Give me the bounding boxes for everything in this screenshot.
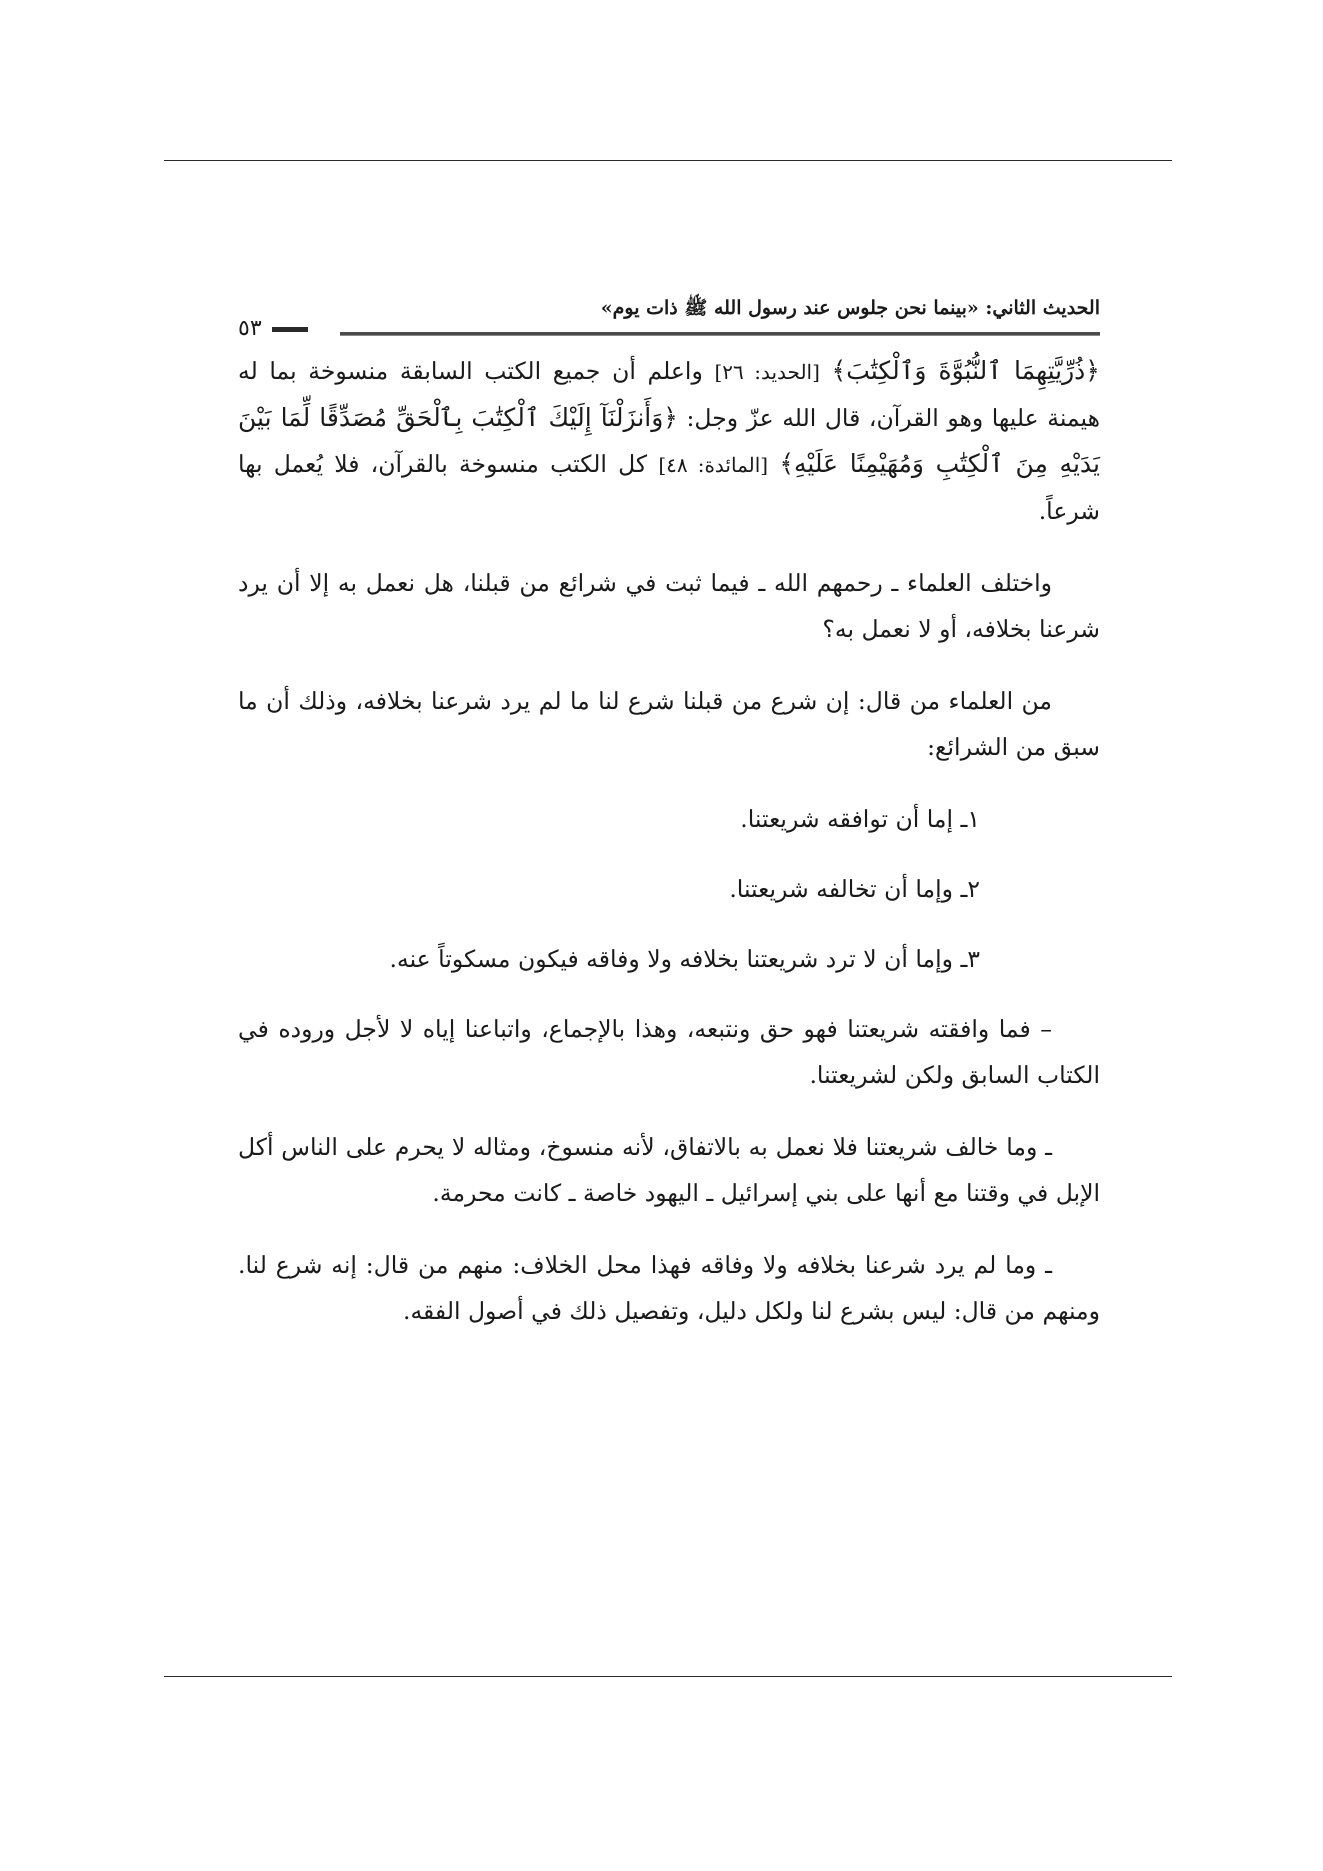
list-item-3: ٣ـ وإما أن لا ترد شريعتنا بخلافه ولا وفاقه فيكون مسكوتاً عنه. [389,945,980,973]
paragraph-5: ـ وما خالف شريعتنا فلا نعمل به بالاتفاق، لأنه منسوخ، ومثاله لا يحرم على الناس أكل الإبل في وقتنا مع أنها على بني إسرائيل ـ اليهود خاصة ـ كانت محرمة. [238,1133,1100,1207]
verse-reference-maidah: [المائدة: ٤٨] [658,453,769,477]
page-body [238,290,1100,1360]
running-header [238,290,1100,348]
paragraph-6: ـ وما لم يرد شرعنا بخلافه ولا وفاقه فهذا محل الخلاف: منهم من قال: إنه شرع لنا. ومنهم من قال: ليس بشرع لنا ولكل دليل، وتفصيل ذلك في أصول الفقه. [238,1251,1100,1325]
body-text [238,348,1100,1334]
quran-verse-maidah: ﴿وَأَنزَلْنَآ إِلَيْكَ ٱلْكِتَٰبَ بِٱلْحَقِّ مُصَدِّقًا لِّمَا بَيْنَ يَدَيْهِ مِنَ ٱلْكِتَٰبِ وَمُهَيْمِنًا عَلَيْهِ﴾ [238,403,1100,478]
page-number-bar [272,327,308,332]
paragraph-1-text-b: كل الكتب منسوخة بالقرآن، فلا يُعمل بها شرعاً. [238,450,1100,525]
paragraph-3: من العلماء من قال: إن شرع من قبلنا شرع لنا ما لم يرد شرعنا بخلافه، وذلك أن ما سبق من الشرائع: [238,687,1100,761]
running-title: الحديث الثاني: «بينما نحن جلوس عند رسول الله ﷺ ذات يوم» [600,297,1100,319]
paragraph-1 [238,348,1100,534]
paragraph-2: واختلف العلماء ـ رحمهم الله ـ فيما ثبت في شرائع من قبلنا، هل نعمل به إلا أن يرد شرعنا بخلافه، أو لا نعمل به؟ [238,569,1100,643]
verse-reference-hadid: [الحديد: ٢٦] [714,360,820,384]
paragraph-1-text-a: واعلم أن جميع الكتب السابقة منسوخة بما له هيمنة عليها وهو القرآن، قال الله عزّ وجل: [238,357,1100,432]
header-rule [340,332,1100,336]
bottom-page-rule [164,1676,1172,1677]
quran-verse-hadid: ﴿ذُرِّيَّتِهِمَا ٱلنُّبُوَّةَ وَٱلْكِتَٰبَ﴾ [831,356,1100,385]
page-number: ٥٣ [238,316,262,341]
list-item-1: ١ـ إما أن توافقه شريعتنا. [740,805,980,833]
top-page-rule [164,160,1172,161]
list-item-2: ٢ـ وإما أن تخالفه شريعتنا. [729,875,980,903]
paragraph-4: – فما وافقته شريعتنا فهو حق ونتبعه، وهذا بالإجماع، واتباعنا إياه لا لأجل وروده في الكتاب السابق ولكن لشريعتنا. [238,1015,1100,1089]
page-number-block [238,318,308,340]
